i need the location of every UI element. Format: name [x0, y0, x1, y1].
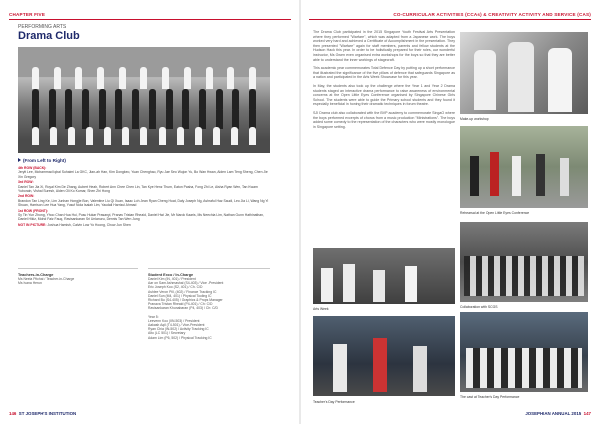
row-names: Jerylt Lee, Mohammad Iqbal Suhaimi La GKC, Jian-ah Han, Kim Dongkeo, Yuan Chenghao, Ryu Jae Seo Wujon Yu, Bo Wan Hwan, Aiden Lam Teng Sheng, Chen Jie Xin Gregory [18, 170, 268, 179]
exco-heading: Student Exco / In-Charge [148, 273, 194, 277]
photo-rehearsal [460, 126, 588, 208]
page-title: Drama Club [18, 30, 80, 42]
row-names: Brandon Tan Ling Ke, Lim Junhan Hongjie Bon, Valentine Liu Qi Xuan, Isaac Loh Jean Ryan Cheng Huat, Daly Joseph Ng, Ashraful Haz Saudi, Leo Jia Li, Wang Ng Yi Shuan, Harrison Lee Hua Yang, Yusuf Nola Isaiah Lim, Yaudali Harrizul Ahmad [18, 198, 269, 208]
student-exco [148, 268, 270, 388]
name-list [18, 166, 270, 228]
row-label: 2nd ROW: [18, 194, 35, 199]
not-in-picture [18, 223, 270, 227]
exco-line: Alto (LC 501) / Secretary [148, 331, 186, 336]
section-label: PERFORMING ARTS [18, 24, 67, 30]
from-left-text: (From Left to Right) [23, 158, 66, 163]
paragraph: This academic year commemorates Total Defence Day by putting up a short performance that illustrated the significance of the five pillars of defence that safeguards Singapore as a nation and participated in the Arts Week Showcase for this year. [313, 66, 455, 80]
photo-row-back [32, 67, 256, 89]
exco-line: Richard Bu (S4-405) / Graphics & Props Manager [148, 298, 223, 303]
triangle-icon [18, 158, 21, 162]
row-label: 3rd ROW: [18, 180, 34, 185]
not-in-picture-names: Joshua Hamish, Calvin Low Yo Hoong, Chow Jun Shen [47, 222, 131, 227]
photo-collaboration [460, 222, 588, 302]
row-3-names [18, 180, 270, 193]
row-2-names [18, 194, 270, 207]
page-number-right: 147 [583, 411, 591, 416]
caption-rehearsal: Rehearsal at the Open Little Eyes Conference [460, 211, 530, 215]
footer-annual-name: JOSEPHIAN ANNUAL 2015 [525, 411, 582, 416]
footer-left [9, 411, 76, 416]
exco-line: Year 5: [148, 314, 159, 319]
not-in-picture-label: NOT IN PICTURE: [18, 222, 47, 227]
photo-arts-week [313, 248, 455, 304]
paragraph: The Drama Club participated in the 2015 Singapore Youth Festival Arts Presentation where they performed "Warfare", which was adapted from a Japanese work. The boys worked very hard and achieved a Certificate of Accomplishment in the presentation. They then presented "Warfare" again for staff members, parents and fellow students at the Hudson Hack this year. In order to be holistically prepared for their roles, our wonderful instructor, Ms Gwen even organised extra workshops for the boys so that they are better able to understand the inner workings of stagecraft. [313, 30, 455, 62]
footer-school-name: ST JOSEPH'S INSTITUTION [18, 411, 77, 416]
photo-row-front [32, 127, 256, 145]
exco-line: Adam Lim (P6, 502) / Physical Tracking IC [148, 335, 212, 340]
exco-line: Aar on Sam Ashmashal (S4-403) / Vice -President [148, 281, 224, 286]
row-4-names [18, 166, 270, 179]
exco-line: Aakash Aqil (T4-501) / Vice-President [148, 323, 205, 328]
header-rule-left [9, 19, 291, 20]
exco-line: Ryan Chia (IN-502) / Activity Tracking IC [148, 327, 209, 332]
exco-line: Daniel Kim (IN, 401) / President [148, 277, 196, 281]
paragraph: SJI Drama club also collaborated with the BVP academy to commemorate SingaO where the boys performed excerpts of chorus from a music production "Ministrations". The boys added some comedy to the representation of the characters who were mostly monologue in Singapore setting. [313, 110, 455, 129]
from-left-label [18, 158, 66, 163]
row-names: Sy Tin Yun Zhong, Yhoo Chan Hua Hui, Pusu Hukar Prasanyi, Pranav Tristan Rheaid, Daniel Hwi Jie, Mr Narok Kaaris, Ms Neechia Lim, Nathan Gunn Hathinathan, Daniel Hikiz, Mohd Faiz Fauq, Ravisankaran Sri Unlanuru, Dennis Tan Wen Jung [18, 213, 265, 222]
caption-collaboration: Collaboration with SCGS [460, 305, 498, 309]
photo-cast [460, 312, 588, 392]
exco-line: Daniel Sun (M4, 401) / Physical Tooling IC [148, 293, 212, 298]
exco-line: Eric Joseph Koo (S2, 401) / Ch. C/D [148, 285, 203, 290]
article-body [313, 30, 455, 133]
caption-cast: The cast at Teacher's Day Performance [460, 395, 520, 399]
group-photo [18, 47, 270, 153]
teachers-in-charge [18, 268, 138, 388]
exco-line: Ashlee Veron Pill, (402) / Finance Tracking IC [148, 289, 217, 294]
photo-row-third [32, 89, 256, 109]
teacher-line: Ms Ivana Herun [18, 281, 42, 286]
caption-arts-week: Arts Week [313, 307, 329, 311]
row-label: 1st ROW (FRONT): [18, 208, 49, 213]
photo-makeup-workshop [460, 32, 588, 114]
exco-line: Ravisankaran Khunabaran (P4, 403) / Ch: C/D [148, 306, 218, 311]
caption-teachers-day: Teacher's Day Performance [313, 400, 355, 404]
row-1-names [18, 209, 270, 222]
teacher-line: Ms Neela Pitchai / Teacher-in-Charge [18, 277, 75, 281]
chapter-label: CHAPTER FIVE [9, 12, 46, 17]
caption-makeup: Make-up workshop [460, 117, 489, 121]
footer-right [525, 411, 591, 416]
section-header: CO-CURRICULAR ACTIVITIES (CCAs) & CREATIVITY ACTIVITY AND SERVICE (CAS) [393, 12, 591, 17]
header-rule-right [309, 19, 591, 20]
page-number-left: 146 [9, 411, 17, 416]
photo-teachers-day [313, 316, 455, 396]
paragraph: In May, the students also took up the challenge where the Year 1 and Year 2 Drama students staged an interactive drama performance to raise awareness of environmental concerns at the Open Little Eyes Conference organised by Singapore Chinese Girls School. The students were able to guide the Primary school students and they found it especially beneficial in honing their dramatic techniques in forum theatre. [313, 83, 455, 107]
row-label: 4th ROW (BACK): [18, 166, 47, 170]
teachers-heading: Teachers-in-Charge [18, 273, 54, 277]
page-gutter [299, 0, 301, 424]
photo-row-second [32, 107, 256, 129]
exco-line: Leevenn Koo (IIN-503) / President [148, 318, 200, 323]
exco-line: Pranava Tristan Rheaid (P4-401) / Ch: C/D [148, 302, 213, 307]
row-names: Daniel Tan Jia Xi, Royal Kim De Zhang, Aubert Heah, Robert Ann Chee Chen Lin, Tan Kye Henz Thum, Eaton Pasha, Fong Zhi Le, Aisha Ryan Wen, Tan Kwam Yuborain, Vishal Suresh, Aiden Oli Ko Kumar, Shen Zhi Hong [18, 184, 258, 194]
